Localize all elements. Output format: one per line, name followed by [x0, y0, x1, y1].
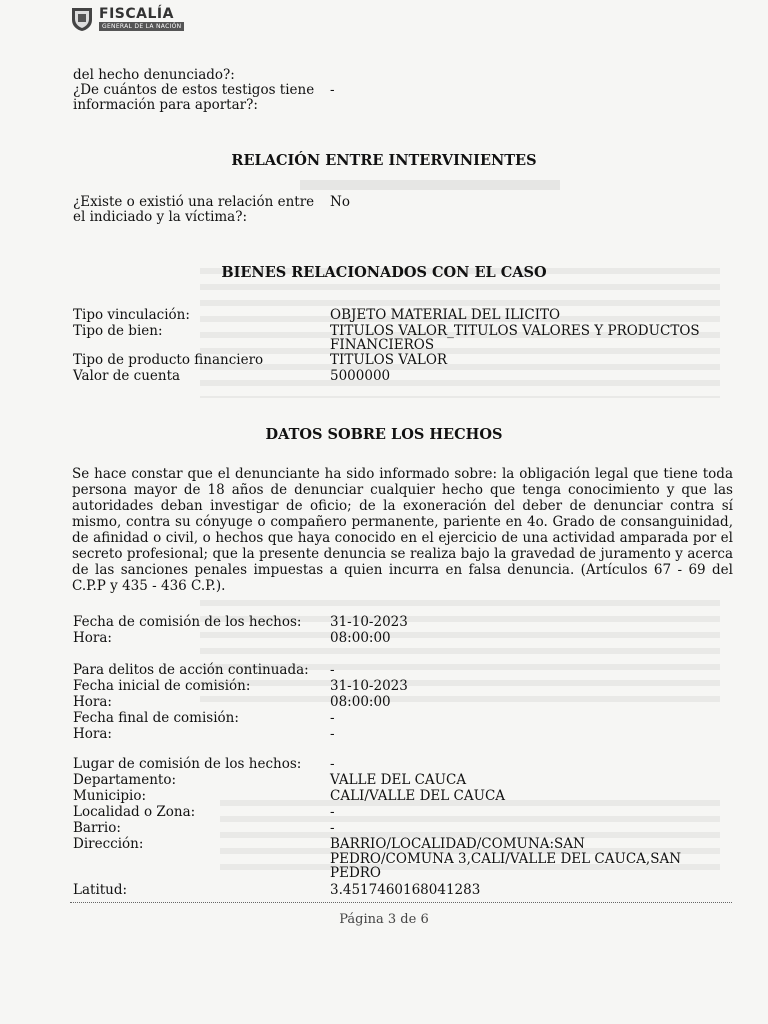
hora-3-label: Hora: — [73, 726, 112, 742]
coat-of-arms-icon — [70, 6, 94, 32]
valor-cuenta-value: 5000000 — [330, 368, 391, 384]
tipo-bien-value-1: TITULOS VALOR_TITULOS VALORES Y PRODUCTOS — [330, 323, 700, 339]
tipo-producto-label: Tipo de producto financiero — [73, 352, 264, 368]
localidad-value: - — [330, 804, 335, 820]
section-heading-hechos: DATOS SOBRE LOS HECHOS — [265, 426, 503, 443]
departamento-label: Departamento: — [73, 772, 177, 788]
fecha-final-label: Fecha final de comisión: — [73, 710, 239, 726]
page-number: Página 3 de 6 — [339, 912, 429, 927]
barrio-label: Barrio: — [73, 820, 121, 836]
barrio-value: - — [330, 820, 335, 836]
direccion-value-3: PEDRO — [330, 865, 381, 881]
direccion-value-2: PEDRO/COMUNA 3,CALI/VALLE DEL CAUCA,SAN — [330, 851, 682, 867]
fecha-comision-value: 31-10-2023 — [330, 614, 408, 630]
relacion-answer: No — [330, 194, 350, 210]
direccion-value-1: BARRIO/LOCALIDAD/COMUNA:SAN — [330, 836, 585, 852]
direccion-label: Dirección: — [73, 836, 144, 852]
tipo-bien-value-2: FINANCIEROS — [330, 337, 435, 353]
lugar-comision-value: - — [330, 756, 335, 772]
tipo-vinculacion-value: OBJETO MATERIAL DEL ILICITO — [330, 307, 561, 323]
tipo-bien-label: Tipo de bien: — [73, 323, 163, 339]
delitos-continuada-value: - — [330, 662, 335, 678]
top-line-1: del hecho denunciado?: — [73, 67, 235, 83]
tipo-producto-value: TITULOS VALOR — [330, 352, 448, 368]
top-line-3: información para aportar?: — [73, 97, 258, 113]
localidad-label: Localidad o Zona: — [73, 804, 196, 820]
municipio-label: Municipio: — [73, 788, 147, 804]
tipo-vinculacion-label: Tipo vinculación: — [73, 307, 190, 323]
hora-1-value: 08:00:00 — [330, 630, 391, 646]
latitud-value: 3.4517460168041283 — [330, 882, 481, 898]
section-heading-bienes: BIENES RELACIONADOS CON EL CASO — [221, 264, 547, 281]
relacion-question-line-2: el indiciado y la víctima?: — [73, 209, 248, 225]
legal-notice-paragraph: Se hace constar que el denunciante ha sido informado sobre: la obligación legal que tiene toda persona mayor de 18 años de denunciar cualquier hecho que tenga conocimiento y que las autoridades deban investigar de oficio; de la exoneración del deber de denunciar contra sí mismo, contra su cónyuge o compañero permanente, pariente en 4o. Grado de consanguinidad, de afinidad o civil, o hechos que haya conocido en el ejercicio de una actividad amparada por el secreto profesional; que la presente denuncia se realiza bajo la gravedad de juramento y acerca de las sanciones penales impuestas a quien incurra en falsa denuncia. (Artículos 67 - 69 del C.P.P y 435 - 436 C.P.). — [72, 466, 733, 594]
footer-divider — [70, 902, 732, 903]
logo-subtitle: GENERAL DE LA NACIÓN — [99, 22, 184, 31]
hora-3-value: - — [330, 726, 335, 742]
relacion-question-line-1: ¿Existe o existió una relación entre — [73, 194, 315, 210]
fecha-inicial-value: 31-10-2023 — [330, 678, 408, 694]
departamento-value: VALLE DEL CAUCA — [330, 772, 467, 788]
top-dash: - — [330, 82, 335, 98]
municipio-value: CALI/VALLE DEL CAUCA — [330, 788, 506, 804]
latitud-label: Latitud: — [73, 882, 128, 898]
hora-1-label: Hora: — [73, 630, 112, 646]
fiscalia-logo — [70, 6, 184, 32]
section-heading-relacion: RELACIÓN ENTRE INTERVINIENTES — [231, 152, 537, 169]
top-line-2: ¿De cuántos de estos testigos tiene — [73, 82, 315, 98]
fecha-inicial-label: Fecha inicial de comisión: — [73, 678, 251, 694]
lugar-comision-label: Lugar de comisión de los hechos: — [73, 756, 302, 772]
hora-2-label: Hora: — [73, 694, 112, 710]
fecha-comision-label: Fecha de comisión de los hechos: — [73, 614, 302, 630]
delitos-continuada-label: Para delitos de acción continuada: — [73, 662, 309, 678]
valor-cuenta-label: Valor de cuenta — [73, 368, 181, 384]
fecha-final-value: - — [330, 710, 335, 726]
logo-name: FISCALÍA — [99, 6, 174, 22]
hora-2-value: 08:00:00 — [330, 694, 391, 710]
